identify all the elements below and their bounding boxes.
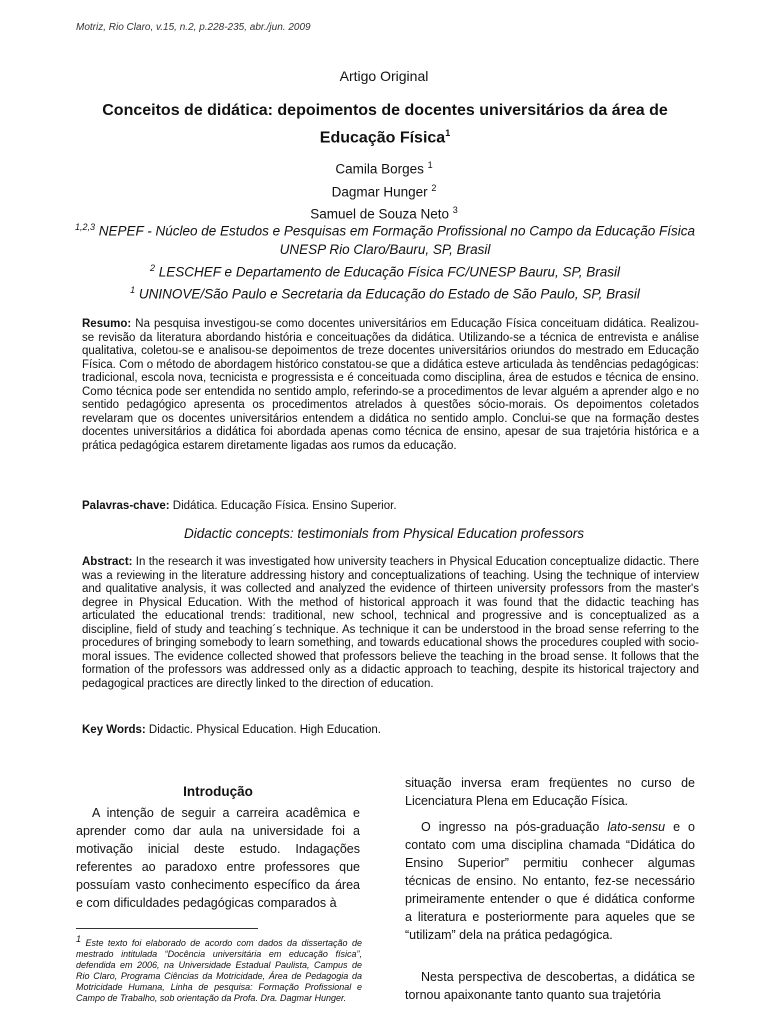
author: Camila Borges $^1$ [335,160,433,177]
author: Dagmar Hunger $^2$ [331,182,437,199]
intro-heading: Introdução [183,784,253,799]
article-title [70,100,700,149]
article-title-text: Conceitos de didática: depoimentos de docentes universitários da área de Educação Física [102,102,668,147]
latin-term: lato-sensu [607,820,666,834]
affiliation: $^{1,2,3}$ NEPEF - Núcleo de Estudos e Pesquisas em Formação Profissional no Campo da Educação Física UNESP Rio Claro/Bauru, SP, Brasil [74,222,696,257]
palavras-chave [82,500,699,514]
author: Samuel de Souza Neto $^3$ [310,205,458,222]
intro-left-paragraph: A intenção de seguir a carreira acadêmica e aprender como dar aula na universidade foi a motivação inicial deste estudo. Indagações referentes ao paradoxo entre professores que possuíam vasto conhecimento específico da área e com dificuldades pedagógicas comparados à [76,806,360,910]
palavras-chave-label: Palavras-chave: [82,500,170,512]
footnote-mark: 1 [76,934,82,944]
key-words-text: Didactic. Physical Education. High Education. [148,724,381,736]
footnote [76,934,362,1004]
key-words [82,724,699,738]
author-list [60,156,708,224]
footnote-divider [76,928,258,929]
journal-reference: Motriz, Rio Claro, v.15, n.2, p.228-235, abr./jun. 2009 [76,22,311,33]
abstract-label: Abstract: [82,556,133,568]
intro-right-paragraph-2: O ingresso na pós-graduação lato-sensu e o contato com uma disciplina chamada “Didática do Ensino Superior” permitiu conhecer algumas técnicas de ensino. No entanto, fez-se necessário primeiramente entender o que é didática conforme a literatura e posteriormente para aqueles que se “utilizam” dela na prática pedagógica. [405,820,695,942]
resumo-text: Na pesquisa investigou-se como docentes universitários em Educação Física conceituam didática. Realizou-se revisão da literatura abordando história e conceituações da didática. Utilizando-se a técnica de entrevista e análise qualitativa, coletou-se e analisou-se depoimentos de treze docentes universitários oriundos do mestrado em Educação Física. Com o método de abordagem histórico constatou-se que a didática esteve articulada às tendências pedagógicas: tradicional, escola nova, tecnicista e progressista e é conceituada como disciplina, área de estudos e técnica de ensino. Como técnica pode ser entendida no sentido amplo, referindo-se a procedimentos de levar alguém a aprender algo e no sentido pedagógico apresenta os procedimentos atrelados à questões sócio-morais. Os depoimentos coletados revelaram que os docentes universitários entendem a didática no sentido amplo. Conclui-se que na formação destes docentes universitários a didática foi abordada apenas como técnica de ensino, apesar de sua trajetória histórica e a prática pedagógica estarem diretamente ligadas aos rumos da educação. [82,318,699,452]
resumo-paragraph [82,318,699,453]
key-words-label: Key Words: [82,724,146,736]
abstract-paragraph [82,556,699,691]
title-footnote-mark: 1 [445,128,451,138]
intro-right-paragraph-3: Nesta perspectiva de descobertas, a didática se tornou apaixonante tanto quanto sua trajetória [405,970,695,1002]
article-type: Artigo Original [339,68,429,84]
english-title: Didactic concepts: testimonials from Physical Education professors [184,526,584,541]
palavras-chave-text: Didática. Educação Física. Ensino Superior. [172,500,397,512]
resumo-label: Resumo: [82,318,132,330]
footnote-text: Este texto foi elaborado de acordo com dados da dissertação de mestrado intitulada “Docência universitária em educação física”, defendida em 2006, na Universidade Estadual Paulista, Campus de Rio Claro, Programa Ciências da Motricidade, Área de Pedagogia da Motricidade Humana, Linha de pesquisa: Formação Profissional e Campo de Trabalho, sob orientação da Profa. Dra. Dagmar Hunger. [76,938,362,1003]
abstract-text: In the research it was investigated how university teachers in Physical Education conceptualize didactic. There was a reviewing in the literature addressing history and conceptualizations of teaching. Using the technique of interview and qualitative analysis, it was collected and analyzed the evidence of thirteen university professors from the master's degree in Physical Education. With the method of historical approach it was found that the didactic teaching has articulated the educational trends: traditional, new school, technical and progressive and is conceptualized as a discipline, field of study and teaching´s technique. As technique it can be understood in the broad sense referring to the procedures of bringing somebody to learn something, and towards educational shows the procedures coupled with socio-moral issues. The evidence collected showed that professors believe the teaching in the broad sense. It follows that the formation of the professors was addressed only as a didactic approach to teaching, despite its historical trajectory and pedagogical practices are directly linked to the direction of education. [82,556,699,690]
affiliation-list [70,218,700,304]
affiliation: $^1$ UNINOVE/São Paulo e Secretaria da Educação do Estado de São Paulo, SP, Brasil [130,285,640,302]
intro-right-paragraph-1: situação inversa eram freqüentes no curso de Licenciatura Plena em Educação Física. [405,776,695,808]
affiliation: $^2$ LESCHEF e Departamento de Educação Física FC/UNESP Bauru, SP, Brasil [150,262,620,279]
